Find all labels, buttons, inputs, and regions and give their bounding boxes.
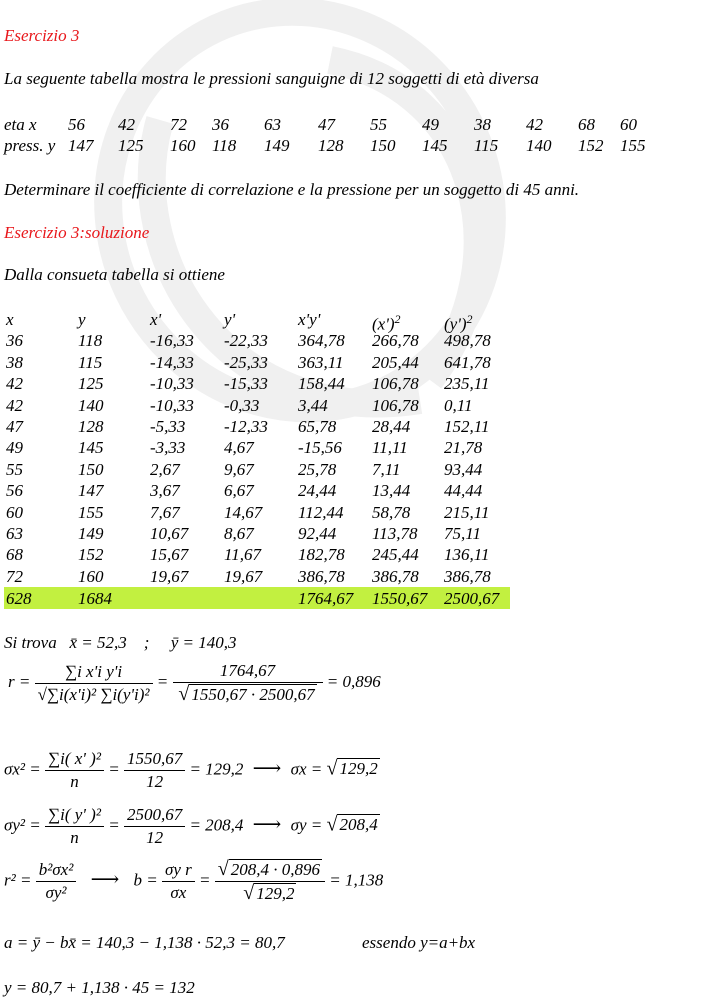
intro-text: La seguente tabella mostra le pressioni sanguigne di 12 soggetti di età diversa	[4, 69, 539, 88]
table-cell: 113,78	[372, 524, 418, 543]
table-cell: 152,11	[444, 417, 490, 436]
column-header: $(y')^2$	[444, 312, 473, 334]
table-cell: 150	[78, 459, 104, 479]
table-cell: 155	[78, 502, 104, 522]
table-cell: 266,78	[372, 331, 419, 351]
table-cell: 11,11	[372, 438, 408, 458]
table-cell: 2,67	[150, 459, 180, 479]
table-cell: -25,33	[224, 352, 268, 372]
table-cell: 149	[78, 524, 104, 543]
exercise-heading: Esercizio 3	[4, 26, 80, 45]
table-cell: 149	[264, 136, 290, 155]
table-cell: 15,67	[150, 545, 189, 565]
table-cell: 44,44	[444, 481, 483, 501]
table-row	[0, 416, 710, 437]
table-cell: 158,44	[298, 374, 345, 394]
table-cell: 42	[118, 115, 135, 134]
table-cell: 21,78	[444, 438, 483, 458]
table-cell: -10,33	[150, 395, 194, 415]
table-row	[0, 502, 710, 523]
table-cell: 125	[78, 374, 104, 394]
table-cell: 42	[6, 395, 23, 415]
table-cell: 386,78	[298, 566, 345, 586]
table-cell: 140	[526, 136, 552, 155]
table-cell: 152	[578, 136, 604, 155]
table-cell: 115	[78, 352, 103, 372]
table-cell: 38	[6, 352, 23, 372]
table-cell: 7,67	[150, 502, 180, 522]
data-table-row	[0, 114, 710, 135]
table-row	[0, 373, 710, 394]
table-cell: 152	[78, 545, 104, 565]
table-row	[0, 480, 710, 501]
data-table-row	[0, 135, 710, 156]
table-cell: -10,33	[150, 374, 194, 394]
table-cell: 68	[578, 115, 595, 134]
table-cell: 58,78	[372, 502, 411, 522]
slope-formula: r² = $\frac{\text{b²σx²}}{\text{σy²}}$ ⟶ b = $\frac{\text{σy r}}{\sigma x}$ = $\frac{√ 208,4 \cdot 0,896}{√ 129,2}$ = 1,138	[4, 858, 384, 904]
calc-table-header	[0, 309, 710, 334]
table-cell: 106,78	[372, 374, 419, 394]
table-row	[0, 352, 710, 373]
total-cell: 628	[6, 589, 32, 609]
table-cell: 25,78	[298, 459, 337, 479]
table-cell: 215,11	[444, 502, 490, 522]
table-cell: 24,44	[298, 481, 337, 501]
column-header: x'y'	[298, 310, 321, 329]
table-cell: 155	[620, 136, 646, 155]
column-header: y'	[224, 310, 236, 329]
table-cell: 55	[370, 115, 387, 134]
table-cell: 147	[68, 136, 94, 155]
table-cell: 498,78	[444, 331, 491, 351]
total-cell: 1550,67	[372, 589, 428, 609]
table-cell: 38	[474, 115, 491, 134]
table-row	[0, 330, 710, 351]
table-cell: 14,67	[224, 502, 263, 522]
table-cell: 235,11	[444, 374, 490, 394]
sigma-x-formula: σx² = $\frac{\text{∑i( x' )²}}{n}$ = $\frac{1550,67}{12}$ = 129,2 ⟶ σx = √ 129,2	[4, 749, 378, 791]
table-cell: 42	[526, 115, 543, 134]
arrow-icon: ⟶	[247, 813, 287, 836]
table-cell: 60	[620, 115, 637, 134]
table-cell: 4,67	[224, 438, 254, 458]
totals-row	[0, 588, 710, 609]
correlation-formula: r = $\frac{\text{∑i x'i y'i}}{\text{√∑i(x'i)² ∑i(y'i)²}}$ = $\frac{1764,67}{√ 1550,67 \cdot 2500,67}$ = 0,896	[8, 661, 381, 705]
table-cell: 6,67	[224, 481, 254, 501]
table-cell: 65,78	[298, 417, 337, 436]
table-cell: 56	[68, 115, 85, 134]
table-cell: 3,44	[298, 395, 328, 415]
intercept-line: a = ȳ − bx̄ = 140,3 − 1,138 · 52,3 = 80,7 essendo y=a+bx	[4, 933, 476, 952]
table-cell: 205,44	[372, 352, 419, 372]
column-header-sup: 2	[466, 312, 473, 326]
table-cell: 160	[170, 136, 196, 155]
table-cell: 115	[474, 136, 499, 155]
table-cell: -14,33	[150, 352, 194, 372]
table-cell: -15,56	[298, 438, 342, 458]
table-cell: 386,78	[444, 566, 491, 586]
table-cell: 92,44	[298, 524, 337, 543]
table-cell: -5,33	[150, 417, 186, 436]
table-cell: 363,11	[298, 352, 344, 372]
table-cell: 147	[78, 481, 104, 501]
column-header: y	[78, 310, 86, 329]
table-cell: 55	[6, 459, 23, 479]
total-cell: 2500,67	[444, 589, 500, 609]
table-cell: 93,44	[444, 459, 483, 479]
table-cell: 386,78	[372, 566, 419, 586]
table-cell: 72	[6, 566, 23, 586]
table-cell: 68	[6, 545, 23, 565]
table-cell: -22,33	[224, 331, 268, 351]
table-row	[0, 544, 710, 565]
row-y-label: press. y	[4, 136, 56, 155]
table-cell: 75,11	[444, 524, 481, 543]
table-cell: 42	[6, 374, 23, 394]
table-cell: 112,44	[298, 502, 344, 522]
table-row	[0, 523, 710, 544]
total-cell: 1764,67	[298, 589, 354, 609]
table-cell: -0,33	[224, 395, 260, 415]
table-row	[0, 566, 710, 587]
table-cell: -15,33	[224, 374, 268, 394]
table-cell: 160	[78, 566, 104, 586]
table-cell: 36	[212, 115, 229, 134]
arrow-icon: ⟶	[247, 757, 287, 780]
table-cell: 128	[318, 136, 344, 155]
table-cell: 128	[78, 417, 104, 436]
solution-heading: Esercizio 3:soluzione	[4, 223, 150, 242]
table-cell: 145	[422, 136, 448, 155]
table-cell: 0,11	[444, 395, 473, 415]
arrow-icon: ⟶	[80, 868, 130, 891]
table-cell: 49	[6, 438, 23, 458]
table-cell: -16,33	[150, 331, 194, 351]
table-cell: 72	[170, 115, 187, 134]
table-cell: -3,33	[150, 438, 186, 458]
table-cell: 364,78	[298, 331, 345, 351]
table-cell: 118	[78, 331, 103, 351]
table-cell: 10,67	[150, 524, 189, 543]
table-cell: 36	[6, 331, 23, 351]
table-cell: 19,67	[150, 566, 189, 586]
table-cell: 11,67	[224, 545, 261, 565]
table-cell: 145	[78, 438, 104, 458]
table-row	[0, 437, 710, 458]
table-cell: 106,78	[372, 395, 419, 415]
table-cell: 47	[318, 115, 335, 134]
table-cell: 7,11	[372, 459, 401, 479]
table-cell: 118	[212, 136, 237, 155]
means-line: Si trova x̄ = 52,3 ; ȳ = 140,3	[4, 633, 237, 652]
table-cell: 19,67	[224, 566, 263, 586]
table-cell: 8,67	[224, 524, 254, 543]
table-cell: -12,33	[224, 417, 268, 436]
table-cell: 245,44	[372, 545, 419, 565]
table-cell: 60	[6, 502, 23, 522]
row-x-label: eta x	[4, 115, 37, 134]
total-cell: 1684	[78, 589, 112, 609]
table-cell: 56	[6, 481, 23, 501]
table-cell: 63	[6, 524, 23, 543]
column-header-sup: 2	[394, 312, 401, 326]
sigma-y-formula: σy² = $\frac{\text{∑i( y' )²}}{n}$ = $\frac{2500,67}{12}$ = 208,4 ⟶ σy = √ 208,4	[4, 805, 378, 847]
table-cell: 9,67	[224, 459, 254, 479]
solution-intro: Dalla consueta tabella si ottiene	[4, 265, 225, 284]
column-header: x	[6, 310, 14, 329]
table-row	[0, 395, 710, 416]
table-cell: 28,44	[372, 417, 411, 436]
table-row	[0, 459, 710, 480]
column-header: $(x')^2$	[372, 312, 401, 334]
table-cell: 641,78	[444, 352, 491, 372]
table-cell: 3,67	[150, 481, 180, 501]
question-text: Determinare il coefficiente di correlazione e la pressione per un soggetto di 45 anni.	[4, 180, 580, 199]
prediction-line: y = 80,7 + 1,138 · 45 = 132	[4, 978, 195, 997]
table-cell: 63	[264, 115, 281, 134]
column-header: x'	[150, 310, 162, 329]
table-cell: 47	[6, 417, 23, 436]
table-cell: 136,11	[444, 545, 490, 565]
table-cell: 182,78	[298, 545, 345, 565]
table-cell: 140	[78, 395, 104, 415]
table-cell: 150	[370, 136, 396, 155]
table-cell: 13,44	[372, 481, 411, 501]
table-cell: 125	[118, 136, 144, 155]
table-cell: 49	[422, 115, 439, 134]
